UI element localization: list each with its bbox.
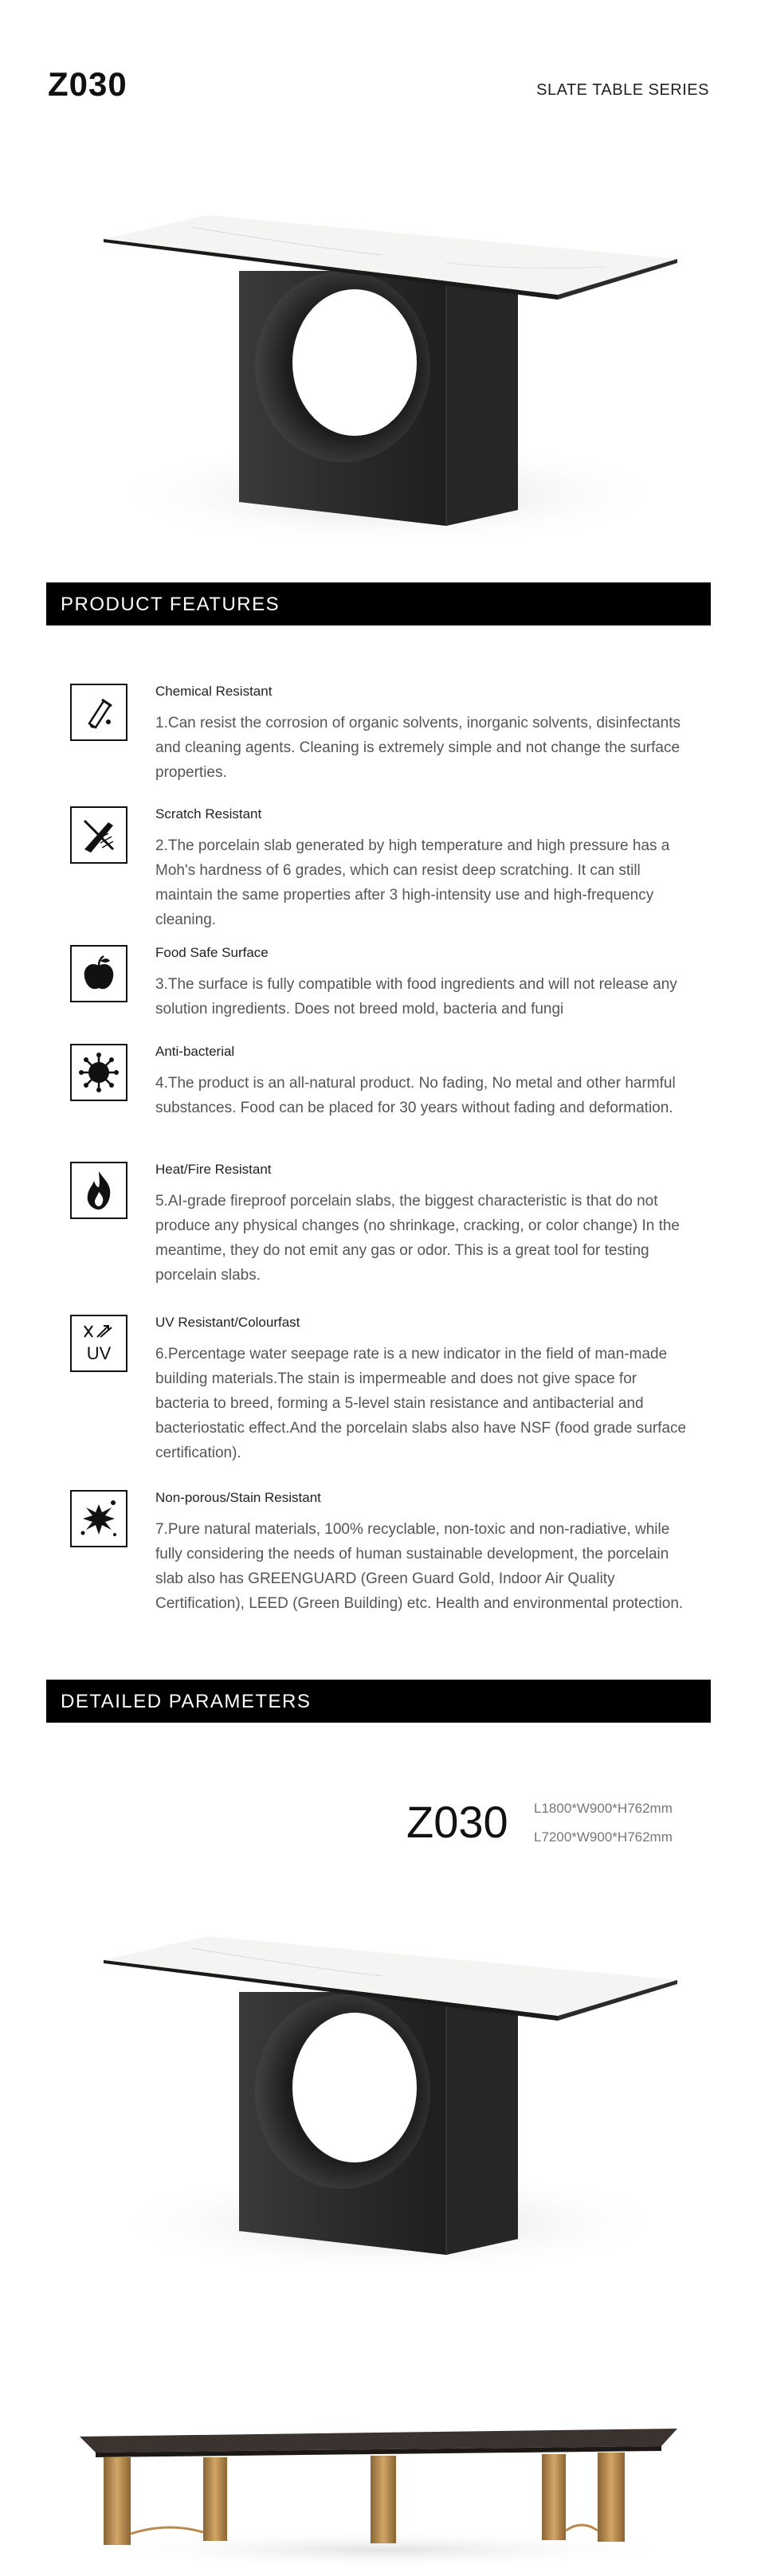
feature-title: Non-porous/Stain Resistant xyxy=(155,1490,321,1505)
apple-icon xyxy=(70,945,127,1002)
feature-title: Heat/Fire Resistant xyxy=(155,1162,272,1177)
uv-icon xyxy=(70,1315,127,1372)
section-title: PRODUCT FEATURES xyxy=(61,594,280,615)
bacteria-icon xyxy=(70,1044,127,1101)
knife-scratch-icon xyxy=(70,806,127,864)
feature-description: 4.The product is an all-natural product. No fading, No metal and other harmful substances. Food can be placed for 30 years without fading and deformation. xyxy=(155,1075,676,1116)
table-detail-image xyxy=(48,1912,709,2287)
param-model-number: Z030 xyxy=(406,1797,508,1847)
feature-title: Anti-bacterial xyxy=(155,1044,235,1059)
long-table-image xyxy=(48,2414,709,2574)
svg-text:UV: UV xyxy=(86,1343,112,1363)
feature-title: Food Safe Surface xyxy=(155,945,269,960)
model-title: Z030 xyxy=(48,65,127,103)
feature-description: 2.The porcelain slab generated by high temperature and high pressure has a Moh's hardness of 6 grades, which can resist deep scratching. It can still maintain the same properties after 3 high-intensity use and high-frequency cleaning. xyxy=(155,837,670,928)
feature-description: 1.Can resist the corrosion of organic solvents, inorganic solvents, disinfectants and cleaning agents. Cleaning is extremely simple and not change the surface properties. xyxy=(155,715,681,781)
dimension-standard: L1800*W900*H762mm xyxy=(534,1801,673,1816)
feature-description: 7.Pure natural materials, 100% recyclable, non-toxic and non-radiative, while fully considering the needs of human sustainable development, the porcelain slab also has GREENGUARD (Green Guard Gold, Indoor Air Quality Certification), LEED (Green Building) etc. Health and environmental protection. xyxy=(155,1521,684,1612)
section-title: DETAILED PARAMETERS xyxy=(61,1691,312,1712)
table-product-image xyxy=(48,191,709,558)
feature-description: 5.AI-grade fireproof porcelain slabs, the biggest characteristic is that do not produce any physical changes (no shrinkage, cracking, or color change) In the meantime, they do not emit any gas or odor. This is a great tool for testing porcelain slabs. xyxy=(155,1193,680,1284)
stain-splash-icon xyxy=(70,1490,127,1547)
param-dimensions xyxy=(534,1794,673,1852)
feature-title: Scratch Resistant xyxy=(155,806,262,821)
chemical-dropper-icon xyxy=(70,684,127,741)
feature-title: UV Resistant/Colourfast xyxy=(155,1315,300,1330)
detailed-parameters-header xyxy=(46,1680,711,1723)
dimension-long: L7200*W900*H762mm xyxy=(534,1829,673,1845)
product-features-header xyxy=(46,582,711,625)
series-label: SLATE TABLE SERIES xyxy=(536,81,709,99)
feature-description: 3.The surface is fully compatible with food ingredients and will not release any solution ingredients. Does not breed mold, bacteria and fungi xyxy=(155,976,677,1017)
feature-description: 6.Percentage water seepage rate is a new indicator in the field of man-made building materials.The stain is impermeable and does not give space for bacteria to breed, forming a 5-level stain resistance and antibacterial and bacteriostatic effect.And the porcelain slabs also have NSF (food grade surface certification). xyxy=(155,1346,687,1461)
flame-icon xyxy=(70,1162,127,1219)
feature-title: Chemical Resistant xyxy=(155,684,273,699)
